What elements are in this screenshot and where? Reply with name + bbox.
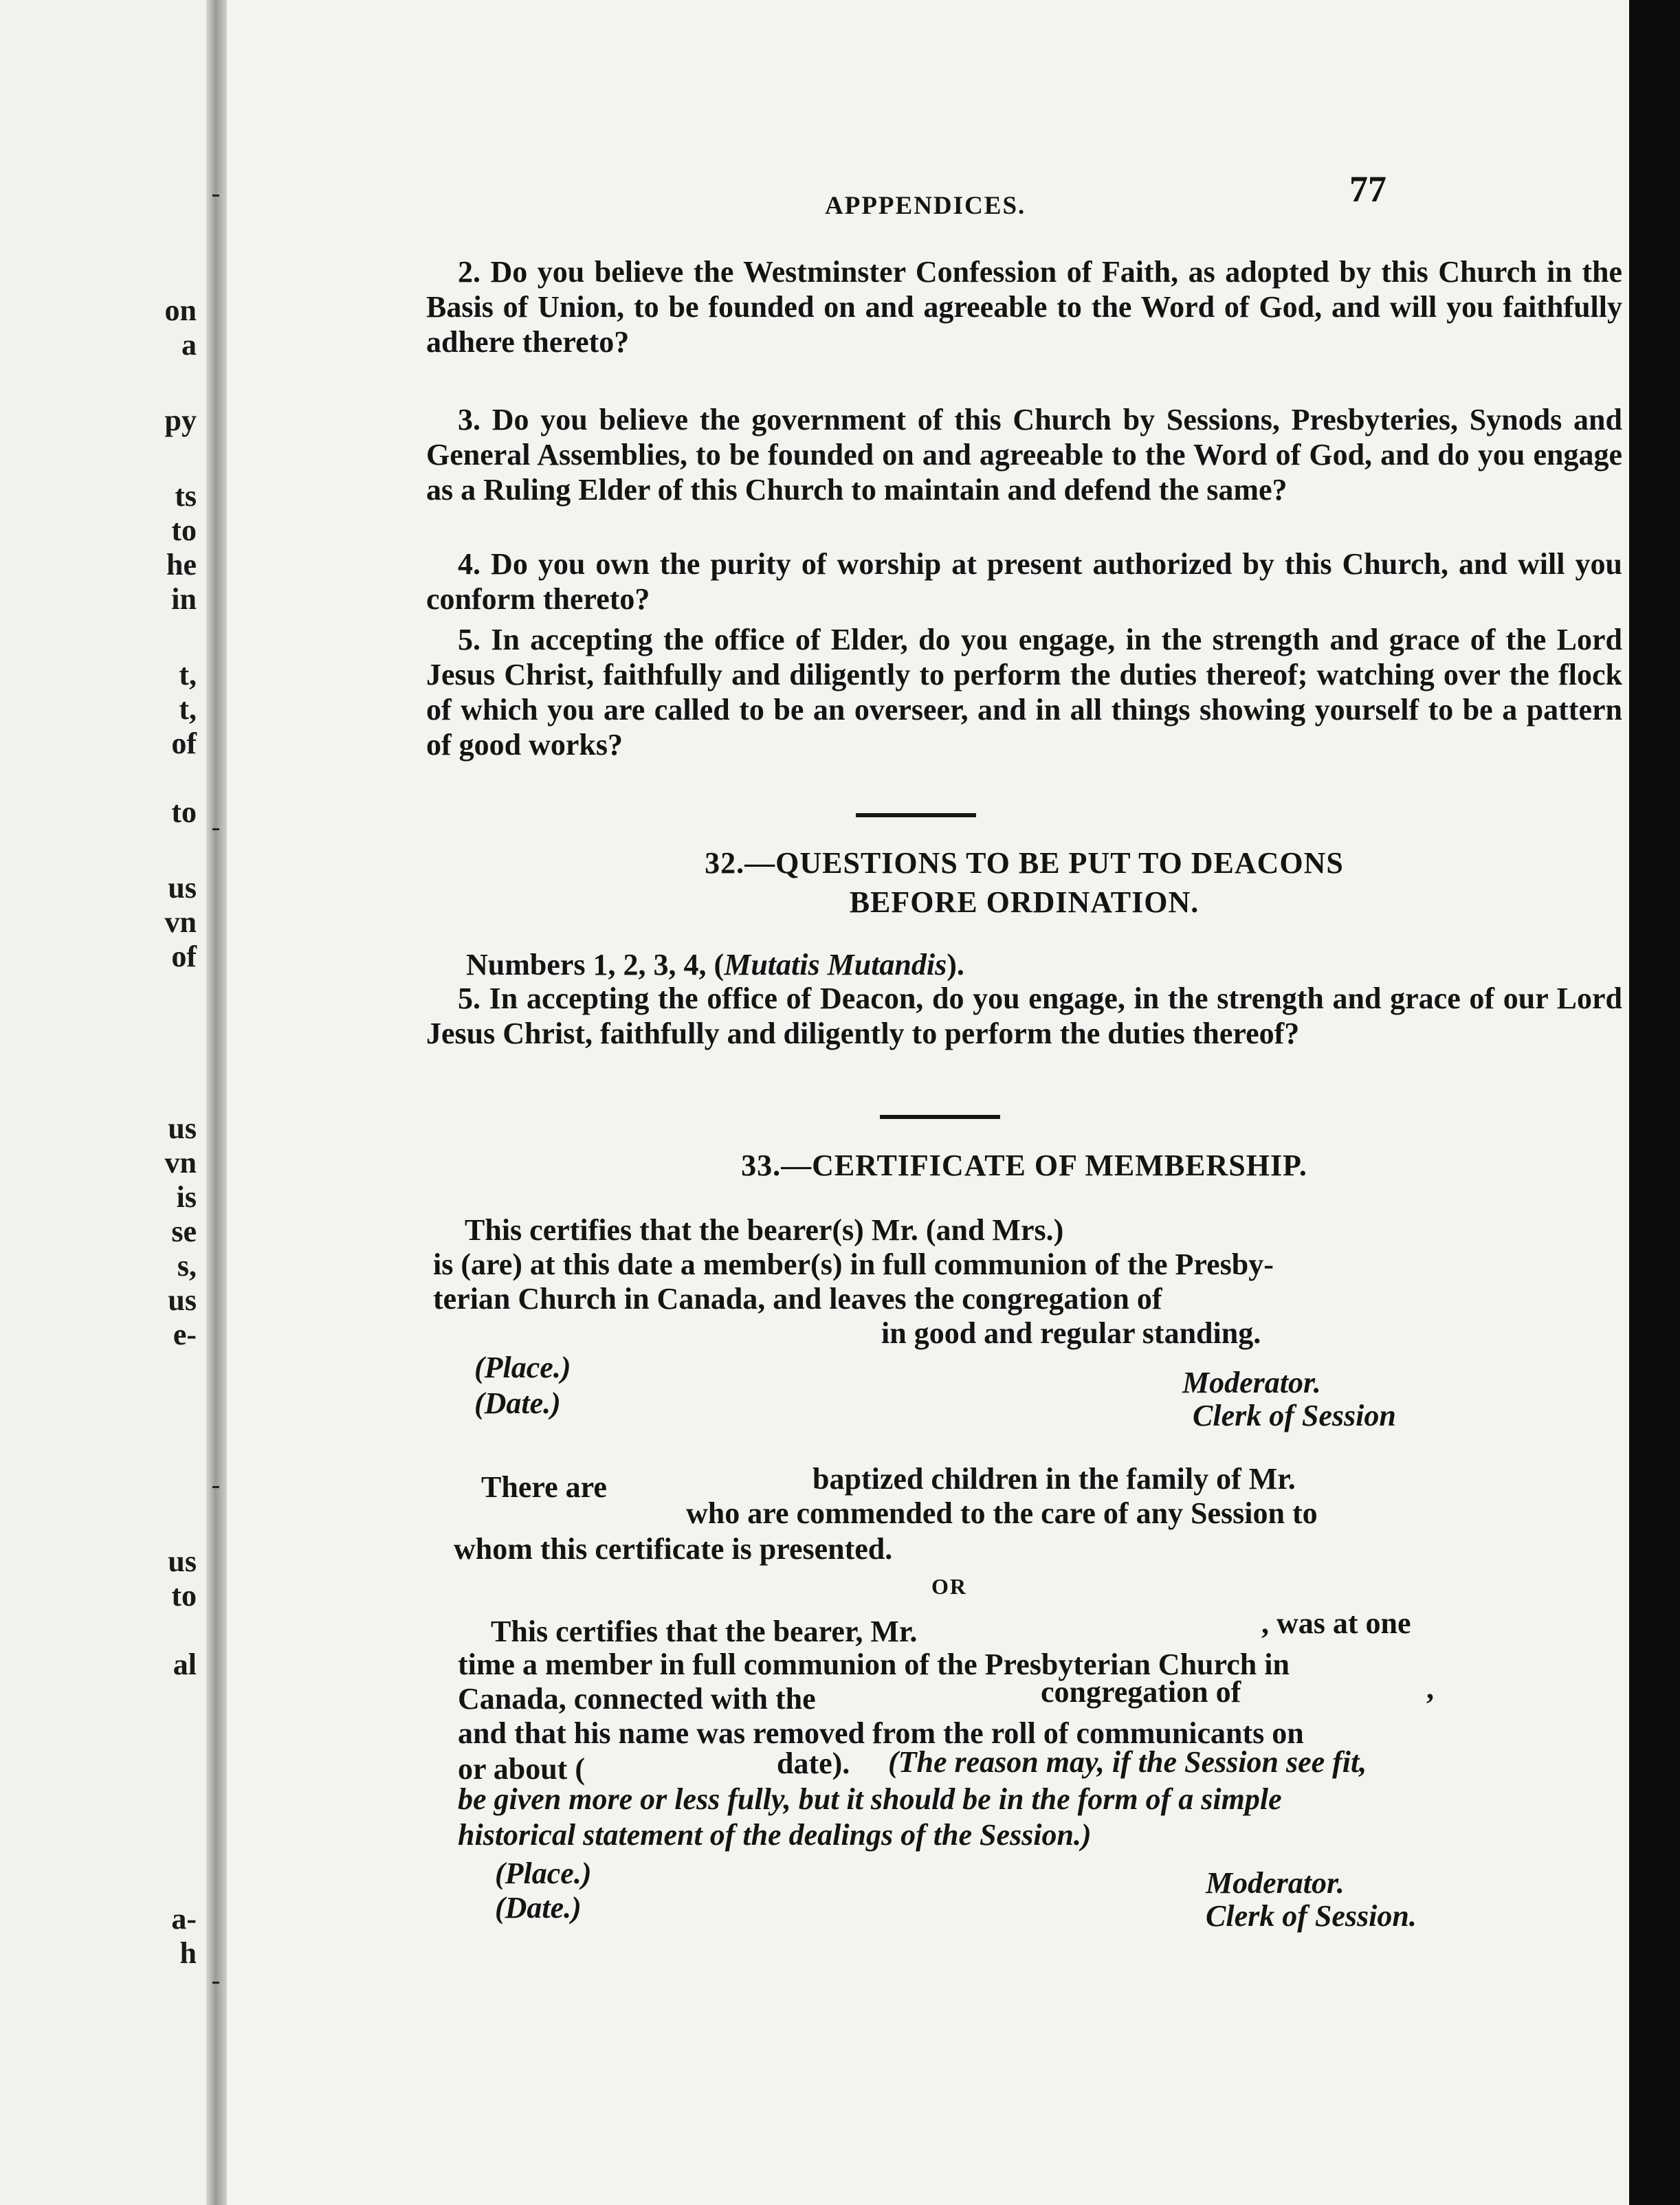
- previous-page-fragment: is: [176, 1180, 197, 1214]
- children-line-1: baptized children in the family of Mr.: [813, 1462, 1296, 1496]
- certificate-1-line-2: is (are) at this date a member(s) in full communion of the Presby-: [433, 1248, 1274, 1281]
- certificate-1-line-3: terian Church in Canada, and leaves the congregation of: [433, 1282, 1162, 1316]
- previous-page-fragment: on: [164, 293, 197, 327]
- binding-stitch: [212, 828, 219, 830]
- elder-question-2: 2. Do you believe the Westminster Confession of Faith, as adopted by this Church in the Basis of Union, to be founded on and agreeable to the Word of God, and will you faithfully adhere thereto?: [426, 255, 1622, 359]
- page-shadow-edge: [1629, 0, 1680, 2205]
- previous-page-fragment: he: [166, 548, 197, 581]
- certificate-1-line-1: This certifies that the bearer(s) Mr. (and Mrs.): [465, 1213, 1064, 1247]
- previous-page-fragment: e-: [173, 1318, 197, 1351]
- previous-page-fragment: a: [181, 328, 197, 362]
- previous-page-fragment: us: [168, 1544, 197, 1578]
- previous-page-fragment: py: [164, 403, 197, 437]
- certificate-2-line-3c: ,: [1426, 1672, 1434, 1705]
- clerk-of-session-label: Clerk of Session: [1193, 1399, 1396, 1432]
- certificate-2-line-2: time a member in full communion of the Presbyterian Church in: [458, 1648, 1290, 1681]
- certificate-2-line-3a: Canada, connected with the: [458, 1682, 816, 1716]
- previous-page-fragment: t,: [179, 658, 197, 691]
- children-line-3: whom this certificate is presented.: [454, 1532, 893, 1566]
- running-head: APPPENDICES.: [825, 192, 1026, 220]
- previous-page-fragment: a-: [171, 1902, 197, 1936]
- clerk-of-session-label-2: Clerk of Session.: [1206, 1899, 1417, 1933]
- binding-stitch: [212, 1486, 219, 1488]
- page-number: 77: [1349, 168, 1386, 210]
- previous-page-fragment: us: [168, 871, 197, 905]
- previous-page-fragment: t,: [179, 692, 197, 726]
- book-spine: [206, 0, 227, 2205]
- children-line-2: who are commended to the care of any Session to: [686, 1496, 1318, 1530]
- previous-page-fragment: of: [171, 940, 197, 973]
- previous-page-fragment: s,: [177, 1249, 197, 1283]
- elder-question-4: 4. Do you own the purity of worship at present authorized by this Church, and will you conform thereto?: [426, 547, 1622, 616]
- previous-page-edge: [0, 0, 206, 2205]
- previous-page-fragment: al: [173, 1648, 197, 1681]
- book-page: [227, 0, 1629, 2205]
- moderator-label: Moderator.: [1182, 1366, 1321, 1399]
- date-label-2: (Date.): [495, 1891, 582, 1925]
- previous-page-fragment: to: [171, 1579, 197, 1613]
- or-separator: OR: [931, 1574, 967, 1599]
- certificate-2-line-4: and that his name was removed from the roll of communicants on: [458, 1716, 1304, 1750]
- elder-question-5: 5. In accepting the office of Elder, do you engage, in the strength and grace of the Lord Jesus Christ, faithfully and diligently to perform the duties thereof; watching over the flock of which you are called to be an overseer, and in all things showing yourself to be a pattern of good works?: [426, 623, 1622, 762]
- certificate-2-italic-3: historical statement of the dealings of the Session.): [458, 1818, 1092, 1852]
- moderator-label-2: Moderator.: [1206, 1866, 1345, 1900]
- place-label: (Place.): [474, 1351, 571, 1384]
- certificate-2-line-1a: This certifies that the bearer, Mr.: [491, 1615, 918, 1648]
- certificate-1-line-4: in good and regular standing.: [881, 1316, 1261, 1350]
- date-label: (Date.): [474, 1386, 561, 1420]
- certificate-2-italic-2: be given more or less fully, but it should be in the form of a simple: [458, 1782, 1282, 1816]
- previous-page-fragment: vn: [164, 905, 197, 939]
- section-divider: [880, 1115, 1000, 1119]
- section-32-heading-line2: BEFORE ORDINATION.: [849, 885, 1200, 919]
- binding-stitch: [212, 195, 219, 197]
- section-divider: [856, 813, 976, 817]
- previous-page-fragment: us: [168, 1283, 197, 1317]
- deacon-numbers-suffix: ).: [947, 948, 964, 982]
- certificate-2-italic-1: (The reason may, if the Session see fit,: [888, 1745, 1367, 1779]
- previous-page-fragment: to: [171, 795, 197, 829]
- previous-page-fragment: to: [171, 513, 197, 547]
- certificate-2-line-1b: , was at one: [1261, 1606, 1411, 1640]
- previous-page-fragment: us: [168, 1111, 197, 1145]
- certificate-2-line-5a: or about (: [458, 1752, 585, 1786]
- certificate-2-line-5b: date).: [777, 1747, 850, 1780]
- mutatis-mutandis: Mutatis Mutandis: [724, 948, 947, 982]
- section-32-heading-line1: 32.—QUESTIONS TO BE PUT TO DEACONS: [705, 846, 1344, 880]
- section-33-heading: 33.—CERTIFICATE OF MEMBERSHIP.: [741, 1149, 1307, 1182]
- previous-page-fragment: h: [179, 1936, 197, 1970]
- previous-page-fragment: se: [171, 1215, 197, 1248]
- previous-page-fragment: ts: [175, 479, 197, 513]
- deacon-question-5: 5. In accepting the office of Deacon, do you engage, in the strength and grace of our Lord Jesus Christ, faithfully and diligently to perform the duties thereof?: [426, 982, 1622, 1050]
- previous-page-fragment: vn: [164, 1146, 197, 1179]
- children-there-are: There are: [481, 1470, 607, 1504]
- previous-page-fragment: of: [171, 727, 197, 760]
- deacon-numbers-prefix: Numbers 1, 2, 3, 4, (: [466, 948, 725, 982]
- place-label-2: (Place.): [495, 1857, 592, 1890]
- previous-page-fragment: in: [171, 582, 197, 616]
- certificate-2-line-3b: congregation of: [1041, 1675, 1241, 1709]
- elder-question-3: 3. Do you believe the government of this Church by Sessions, Presbyteries, Synods and General Assemblies, to be founded on and agreeable to the Word of God, and do you engage as a Ruling Elder of this Church to maintain and defend the same?: [426, 403, 1622, 507]
- binding-stitch: [212, 1982, 219, 1984]
- deacon-numbers-line: [466, 950, 964, 980]
